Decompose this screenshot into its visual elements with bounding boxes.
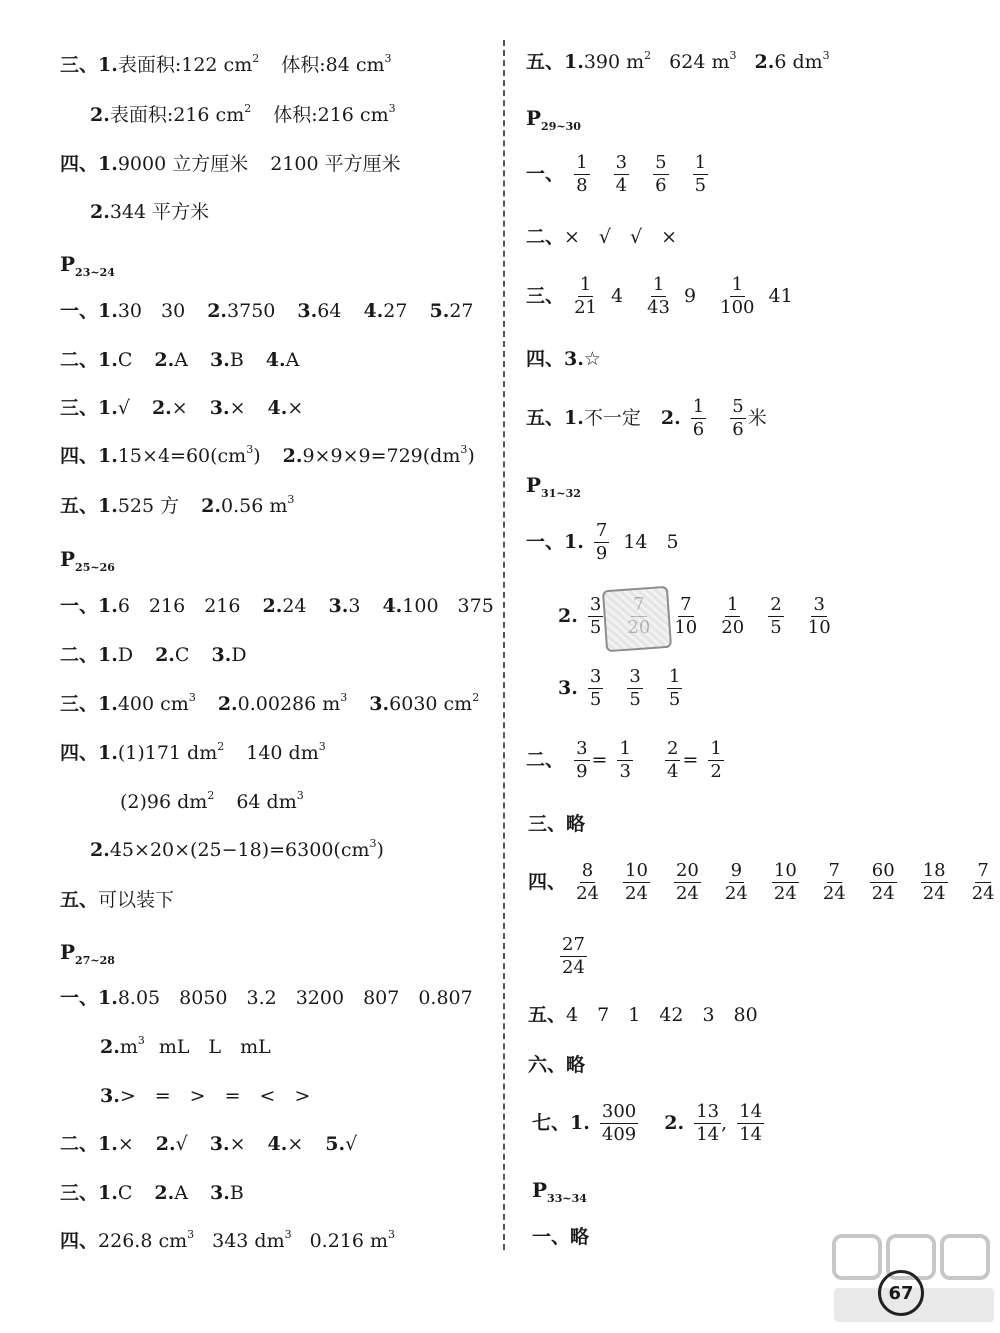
item-label: 四、1. bbox=[60, 153, 118, 175]
fraction: $\frac{1}{6}$ bbox=[692, 396, 705, 440]
fraction: $\frac{3}{10}$ bbox=[807, 594, 831, 638]
page-range-heading: $P_{27\sim 28}$ bbox=[60, 940, 115, 967]
fraction: $\frac{10}{24}$ bbox=[625, 860, 648, 904]
fraction: $\frac{1}{2}$ bbox=[710, 738, 722, 782]
fraction: $\frac{9}{24}$ bbox=[724, 860, 748, 904]
answer-line: 四、$1.15\times 4=60(cm^3)$ $2.9\times 9\times 9=729(dm^3)$ bbox=[60, 442, 475, 467]
fraction: $\frac{3}{5}$ bbox=[589, 594, 602, 638]
answer-line: 二、× √ √ × bbox=[526, 226, 678, 248]
answer-line: $2.45\times 20\times(25-18)=6300(cm^3)$ bbox=[90, 836, 384, 861]
item-label: 2. bbox=[90, 104, 110, 126]
volume: 体积:84 cm bbox=[281, 54, 385, 76]
answer-value: 9000 立方厘米 bbox=[117, 153, 249, 175]
fraction: $\frac{5}{6}$ bbox=[655, 152, 667, 196]
answer-line: 3. $\frac{3}{5}$ $\frac{3}{5}$ $\frac{1}{5}$ bbox=[558, 666, 681, 710]
fraction: $\frac{3}{4}$ bbox=[615, 152, 628, 196]
surface-area: 表面积:122 cm bbox=[117, 54, 253, 76]
fraction: $\frac{5}{6}$ bbox=[732, 396, 744, 440]
answer-line: 五、1.不一定 2. $\frac{1}{6}$ $\frac{5}{6}$ 米 bbox=[526, 396, 767, 440]
answer-line: 一、1. $\frac{7}{9}$ 14 5 bbox=[526, 520, 679, 564]
fraction: $\frac{3}{5}$ bbox=[589, 666, 602, 710]
answer-value: 344 平方米 bbox=[109, 201, 210, 223]
answer-line: 二、 $\frac{3}{9}$ = $\frac{1}{3}$ $\frac{2}{4}$ = $\frac{1}{2}$ bbox=[526, 738, 722, 782]
fraction: $\frac{14}{14}$ bbox=[739, 1101, 763, 1145]
page-range-heading: $P_{31\sim 32}$ bbox=[526, 473, 581, 500]
answer-line bbox=[60, 51, 392, 76]
fraction: $\frac{1}{5}$ bbox=[694, 152, 707, 196]
exponent: 3 bbox=[384, 51, 392, 65]
answer-line: 一、1.30 30 2.3750 3.64 4.27 5.27 bbox=[60, 300, 474, 322]
fraction: $\frac{7}{9}$ bbox=[595, 520, 608, 564]
answer-line: 五、4 7 1 42 3 80 bbox=[528, 1004, 758, 1026]
answer-line: 四、1.(1)171 $dm^2$ 140 $dm^3$ bbox=[60, 739, 326, 764]
answer-line: 一、略 bbox=[532, 1226, 590, 1248]
column-divider bbox=[503, 40, 505, 1250]
answer-line: 五、1.390 $m^2$ 624 $m^3$ 2.6 $dm^3$ bbox=[526, 48, 830, 73]
fraction: $\frac{1}{43}$ bbox=[647, 274, 671, 318]
fraction: $\frac{1}{5}$ bbox=[668, 666, 681, 710]
fraction: $\frac{7}{24}$ bbox=[822, 860, 846, 904]
answer-line: 六、略 bbox=[528, 1054, 586, 1076]
answer-line: 三、1.400 $cm^3$ 2.0.00286 $m^3$ 3.6030 $cm^2$ bbox=[60, 690, 480, 715]
fraction: $\frac{2}{4}$ bbox=[666, 738, 679, 782]
fraction: $\frac{2}{5}$ bbox=[770, 594, 782, 638]
answer-line bbox=[90, 101, 396, 126]
answer-line: 五、可以装下 bbox=[60, 889, 175, 911]
fraction: $\frac{1}{20}$ bbox=[721, 594, 745, 638]
fraction: $\frac{1}{100}$ bbox=[720, 274, 755, 318]
answer-line: 四、226.8 $cm^3$ 343 $dm^3$ 0.216 $m^3$ bbox=[60, 1227, 396, 1252]
fraction: $\frac{13}{14}$ bbox=[696, 1101, 720, 1145]
answer-line: 四、 $\frac{8}{24}$ $\frac{10}{24}$ $\frac{20}{24}$ $\frac{9}{24}$ $\frac{10}{24}$ $\frac{7}{24}$ $\frac{60}{24}$ $\frac{18}{24}$ $\frac{7}{24}$ bbox=[528, 860, 995, 904]
answer-line: 一、1.8.05 8050 3.2 3200 807 0.807 bbox=[60, 987, 473, 1009]
answer-value: 2100 平方厘米 bbox=[270, 153, 401, 175]
fraction: $\frac{1}{3}$ bbox=[619, 738, 631, 782]
watermark-stamp-image bbox=[602, 586, 672, 652]
answer-line: 2. $\frac{3}{5}$ $\frac{7}{10}$ $\frac{1}{20}$ $\frac{2}{5}$ $\frac{3}{10}$ bbox=[558, 594, 831, 638]
answer-line: 一、 $\frac{1}{8}$ $\frac{3}{4}$ $\frac{5}{6}$ $\frac{1}{5}$ bbox=[526, 152, 707, 196]
exponent: 3 bbox=[388, 101, 396, 115]
page-range-heading: $P_{25\sim 26}$ bbox=[60, 547, 115, 574]
answer-line: 二、1.D 2.C 3.D bbox=[60, 644, 247, 666]
answer-line: $2.m^3$ mL L mL bbox=[100, 1033, 271, 1058]
exponent: 2 bbox=[252, 51, 260, 65]
star-glyph: ☆ bbox=[583, 348, 601, 370]
answer-line: 三、 $\frac{1}{21}$ 4 $\frac{1}{43}$ 9 $\frac{1}{100}$ 41 bbox=[526, 274, 793, 318]
page-range-heading: $P_{23\sim 24}$ bbox=[60, 252, 115, 279]
answer-line: 五、1.525 方 2.0.56 $m^3$ bbox=[60, 492, 295, 517]
answer-line bbox=[60, 155, 401, 174]
page-range-heading: $P_{33\sim 34}$ bbox=[532, 1178, 587, 1205]
answer-line: 三、1.C 2.A 3.B bbox=[60, 1182, 244, 1204]
answer-line bbox=[90, 203, 209, 222]
fraction: $\frac{60}{24}$ bbox=[871, 860, 895, 904]
exponent: 2 bbox=[244, 101, 252, 115]
item-label: 三、1. bbox=[60, 54, 118, 76]
answer-line: 四、3.☆ bbox=[526, 348, 601, 370]
answer-line: 二、1.C 2.A 3.B 4.A bbox=[60, 349, 300, 371]
item-label: 2. bbox=[90, 201, 110, 223]
answer-line: (2)96 $dm^2$ 64 $dm^3$ bbox=[120, 788, 304, 813]
answer-line: 七、1. $\frac{300}{409}$ 2. $\frac{13}{14}$ , $\frac{14}{14}$ bbox=[532, 1101, 763, 1145]
fraction: $\frac{3}{9}$ bbox=[576, 738, 588, 782]
fraction: $\frac{1}{8}$ bbox=[576, 152, 588, 196]
page-range-heading: $P_{29\sim 30}$ bbox=[526, 106, 581, 133]
fraction: $\frac{8}{24}$ bbox=[576, 860, 599, 904]
fraction: $\frac{7}{10}$ bbox=[674, 594, 698, 638]
answer-line: 三、略 bbox=[528, 813, 586, 835]
answer-line: 三、1.√ 2.× 3.× 4.× bbox=[60, 397, 304, 419]
answer-line: 3.> = > = < > bbox=[100, 1085, 311, 1107]
fraction: $\frac{7}{24}$ bbox=[971, 860, 995, 904]
fraction: $\frac{18}{24}$ bbox=[922, 860, 946, 904]
answer-line: 二、1.× 2.√ 3.× 4.× 5.√ bbox=[60, 1133, 358, 1155]
fraction: $\frac{3}{5}$ bbox=[629, 666, 641, 710]
fraction: $\frac{10}{24}$ bbox=[773, 860, 797, 904]
fraction: $\frac{20}{24}$ bbox=[675, 860, 699, 904]
surface-area: 表面积:216 cm bbox=[109, 104, 245, 126]
page-number-badge: 67 bbox=[878, 1270, 924, 1316]
answer-line bbox=[556, 936, 601, 977]
volume: 体积:216 cm bbox=[273, 104, 389, 126]
fraction: $\frac{27}{24}$ bbox=[562, 934, 585, 978]
fraction: $\frac{300}{409}$ bbox=[601, 1101, 637, 1145]
answer-line: 一、1.6 216 216 2.24 3.3 4.100 375 bbox=[60, 595, 494, 617]
fraction: $\frac{1}{21}$ bbox=[574, 274, 597, 318]
